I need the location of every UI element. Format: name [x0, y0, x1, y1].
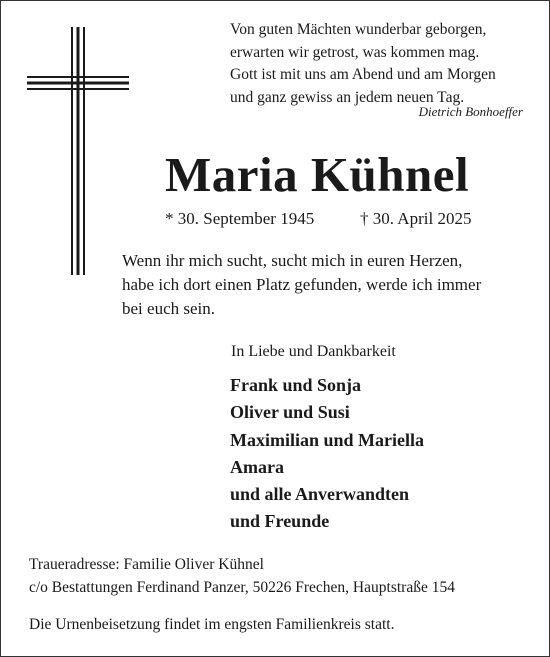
mourner-name: und alle Anverwandten — [230, 484, 410, 505]
quote-line: bei euch sein. — [122, 299, 215, 318]
latin-cross-icon — [27, 27, 129, 275]
mourner-name: Maximilian und Mariella — [230, 429, 425, 450]
poem-line: Gott ist mit uns am Abend und am Morgen — [230, 66, 496, 83]
poem — [230, 19, 530, 109]
death-date: † 30. April 2025 — [360, 209, 472, 228]
address-line: c/o Bestattungen Ferdinand Panzer, 50226 Frechen, Hauptstraße 154 — [29, 579, 455, 596]
mourners-list — [230, 372, 424, 536]
burial-notice: Die Urnenbeisetzung findet im engsten Familienkreis statt. — [29, 616, 395, 633]
farewell-quote — [122, 249, 532, 321]
mourner-name: Oliver und Susi — [230, 402, 350, 423]
mourner-name: Amara — [230, 456, 284, 477]
quote-line: habe ich dort einen Platz gefunden, werde ich immer — [122, 275, 482, 294]
poem-author: Dietrich Bonhoeffer — [418, 104, 523, 119]
life-dates — [165, 209, 500, 229]
mourner-name: und Freunde — [230, 511, 330, 532]
poem-line: erwarten wir getrost, was kommen mag. — [230, 43, 480, 61]
birth-date: * 30. September 1945 — [165, 209, 315, 228]
mourning-address — [29, 553, 455, 599]
deceased-name: Maria Kühnel — [165, 147, 470, 202]
mourners-intro: In Liebe und Dankbarkeit — [231, 343, 396, 360]
quote-line: Wenn ihr mich sucht, sucht mich in euren Herzen, — [122, 251, 463, 270]
poem-line: und ganz gewiss an jedem neuen Tag. — [230, 88, 465, 106]
poem-line: Von guten Mächten wunderbar geborgen, — [230, 21, 487, 38]
mourner-name: Frank und Sonja — [230, 375, 362, 395]
address-line: Traueradresse: Familie Oliver Kühnel — [29, 556, 264, 573]
